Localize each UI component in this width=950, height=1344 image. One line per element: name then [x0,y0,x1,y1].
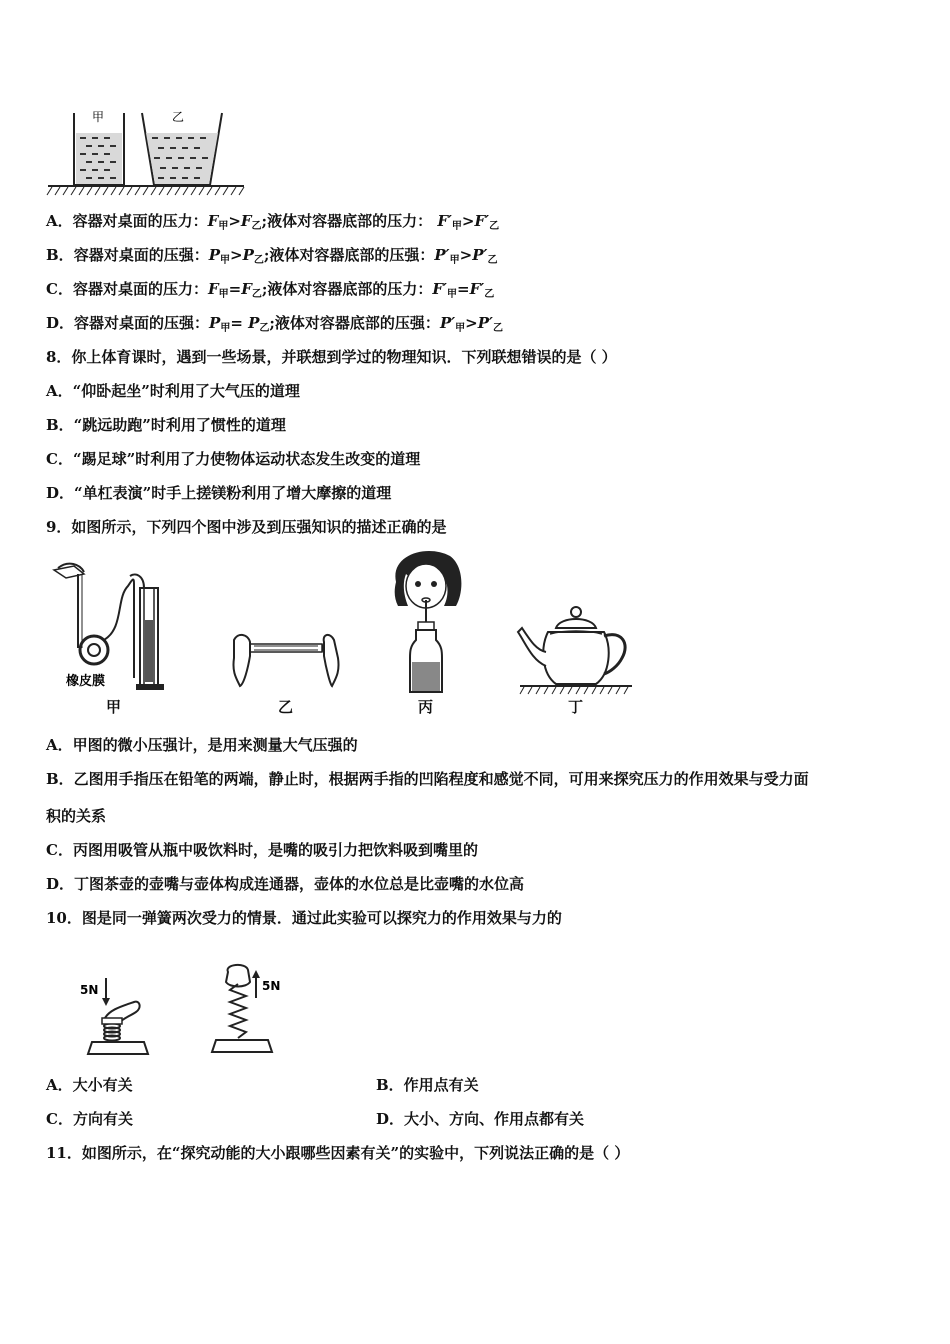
container-label-yi: 乙 [172,110,185,124]
q7-option-b: B．容器对桌面的压强：$P_甲>P_乙$;液体对容器底部的压强：$P'_甲>P'_乙$ [46,246,498,266]
q10-option-b: B．作用点有关 [376,1076,479,1094]
q7-option-d: D．容器对桌面的压强：$P_甲= P_乙$;液体对容器底部的压强：$P'_甲>P'_乙$ [46,314,503,334]
teapot-figure [514,604,638,696]
q11-stem: 11．如图所示，在“探究动能的大小跟哪些因素有关”的实验中，下列说法正确的是（ ） [46,1144,630,1162]
q9-caption-jia: 甲 [106,698,122,716]
q8-option-a: A．“仰卧起坐”时利用了大气压的道理 [46,382,300,400]
q9-caption-yi: 乙 [278,698,294,716]
q8-option-b: B．“跳远助跑”时利用了惯性的道理 [46,416,286,434]
spring-stretch-figure [206,962,290,1058]
q8-stem: 8．你上体育课时，遇到一些场景，并联想到学过的物理知识．下列联想错误的是（ ） [46,348,617,366]
q9-caption-bing: 丙 [418,698,434,716]
container-label-jia: 甲 [92,110,105,124]
girl-straw-figure [388,548,466,696]
q10-option-d: D．大小、方向、作用点都有关 [376,1110,585,1128]
containers-figure [44,105,248,197]
rubber-membrane-label: 橡皮膜 [66,674,106,689]
q10-stem: 10．图是同一弹簧两次受力的情景．通过此实验可以探究力的作用效果与力的 [46,909,562,927]
q10-option-c: C．方向有关 [46,1110,133,1128]
q9-option-b-line1: B．乙图用手指压在铅笔的两端，静止时，根据两手指的凹陷程度和感觉不同，可用来探究压力的作用效果与受力面 [46,770,809,788]
q9-option-c: C．丙图用吸管从瓶中吸饮料时，是嘴的吸引力把饮料吸到嘴里的 [46,841,478,859]
spring-compress-figure [78,966,152,1058]
q7-option-c: C．容器对桌面的压力：$F_甲=F_乙$;液体对容器底部的压力：$F'_甲=F'_乙$ [46,280,495,300]
pencil-fingers-figure [228,628,344,692]
q9-stem: 9．如图所示，下列四个图中涉及到压强知识的描述正确的是 [46,518,447,536]
pressure-gauge-figure [44,558,174,694]
q9-caption-ding: 丁 [568,698,584,716]
q9-option-b-line2: 积的关系 [46,807,107,825]
force-label-right: 5N [262,979,281,993]
q7-option-a: A．容器对桌面的压力：$F_甲>F_乙$;液体对容器底部的压力： $F'_甲>F'_乙$ [46,212,500,232]
q9-option-a: A．甲图的微小压强计，是用来测量大气压强的 [46,736,358,754]
q10-option-a: A．大小有关 [46,1076,133,1094]
q8-option-d: D．“单杠表演”时手上搓镁粉利用了增大摩擦的道理 [46,484,392,502]
q8-option-c: C．“踢足球”时利用了力使物体运动状态发生改变的道理 [46,450,421,468]
force-label-left: 5N [80,983,99,997]
q9-option-d: D．丁图茶壶的壶嘴与壶体构成连通器，壶体的水位总是比壶嘴的水位高 [46,875,525,893]
